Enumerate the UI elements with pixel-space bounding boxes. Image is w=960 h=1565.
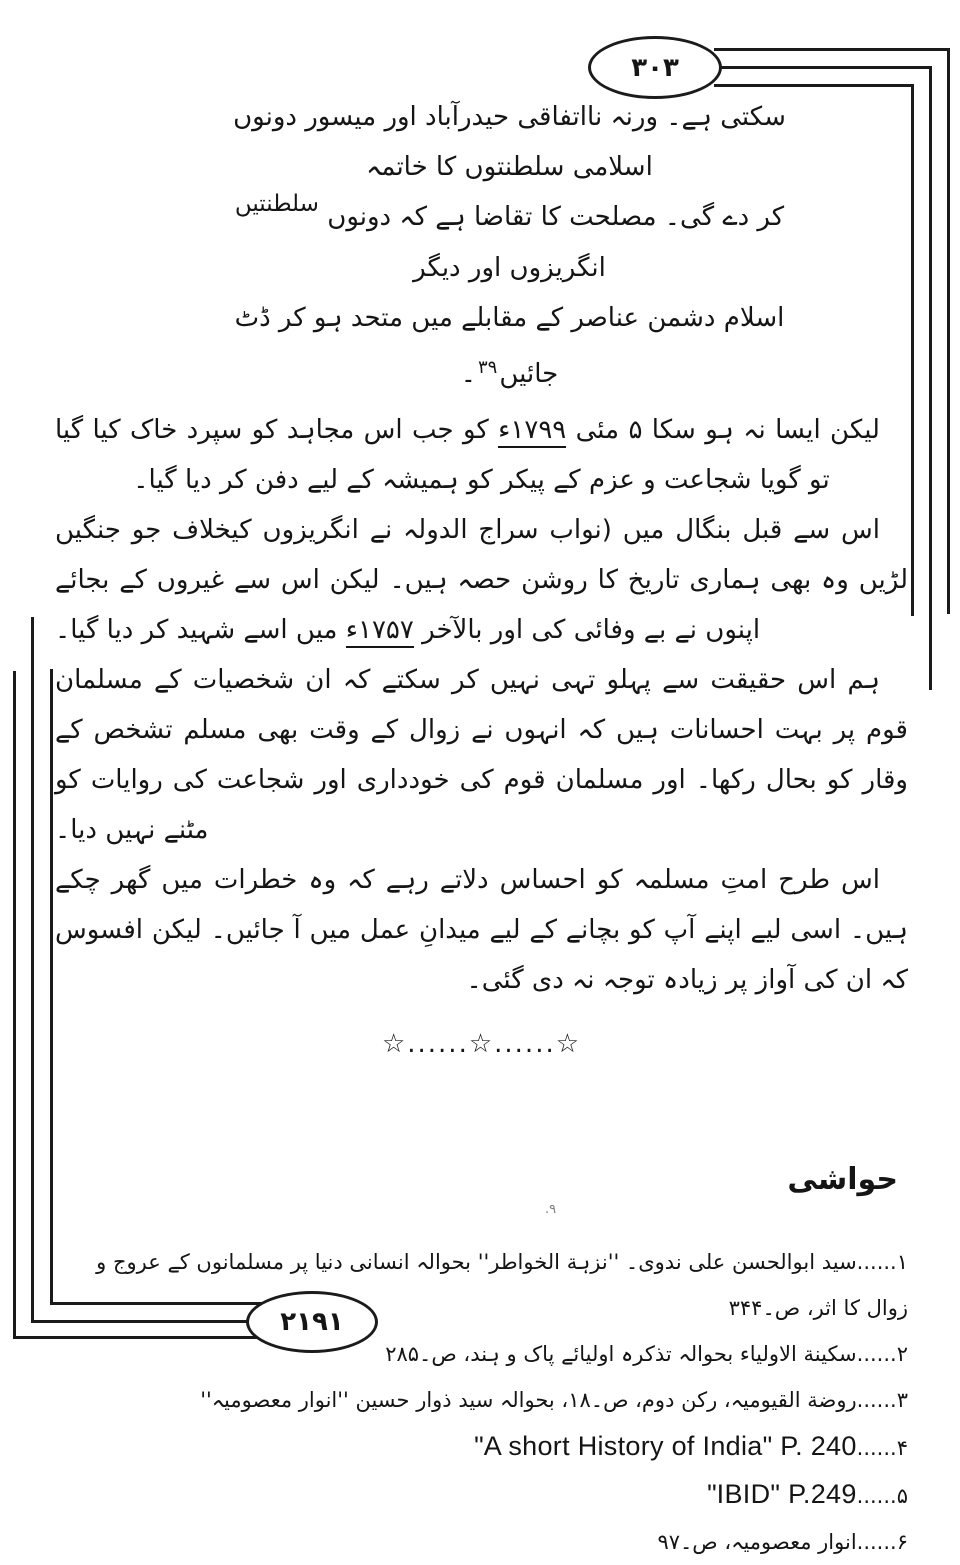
border-top-line-inner: [714, 84, 914, 87]
footnote-item-1: ۱......سید ابوالحسن علی ندوی۔ ''نزہة الخواطر'' بحوالہ انسانی دنیا پر مسلمانوں کے عروج و زوال کا اثر، ص۔۳۴۴: [96, 1250, 908, 1320]
paragraph-burial-end: کو جب اس مجاہد کو سپرد خاک کیا گیا تو گویا شجاعت و عزم کے پیکر کو ہمیشہ کے لیے دفن کر دیا گیا۔: [55, 415, 830, 495]
page-content: [55, 92, 908, 1565]
quote-line-3: [223, 293, 796, 399]
border-right-line-outer: [947, 48, 950, 614]
border-left-line-outer: [13, 671, 16, 1339]
quote-line-2-end: انگریزوں اور دیگر: [413, 253, 606, 283]
paragraph-bengal: [55, 505, 908, 655]
footnote-item-3: ۳......روضة القیومیہ، رکن دوم، ص۔۱۸، بحوالہ سید ذوار حسین ''انوار معصومیہ'': [200, 1388, 908, 1412]
quote-inserted-word: سلطنتیں: [234, 191, 319, 217]
border-top-line-outer: [714, 48, 950, 51]
footnote-marker-39: ۳۹: [478, 357, 498, 378]
page-number-oval-top: [588, 36, 722, 99]
footnote-item-6: ۶......انوار معصومیہ، ص۔۹۷: [657, 1530, 908, 1554]
quote-line-2-text: کر دے گی۔ مصلحت کا تقاضا ہے کہ دونوں: [327, 202, 785, 232]
page-number-bottom: ۲۱۹۱: [280, 1307, 344, 1337]
paragraph-warning: اس طرح امتِ مسلمہ کو احساس دلاتے رہے کہ وہ خطرات میں گھر چکے ہیں۔ اسی لیے اپنے آپ کو بچانے کے لیے میدانِ عمل میں آ جائیں۔ لیکن افسوس کہ ان کی آواز پر زیادہ توجہ نہ دی گئی۔: [55, 865, 908, 995]
footnote-5-marker: ۵......: [856, 1484, 908, 1508]
footnotes-heading: حواشی: [787, 1162, 898, 1197]
date-1799: ۱۷۹۹ء: [498, 415, 566, 448]
page-number-top: ۳۰۳: [631, 52, 679, 83]
border-right-line-mid: [929, 66, 932, 690]
footnote-4-reference: "A short History of India" P. 240: [474, 1431, 857, 1461]
paragraph-bengal-end: میں اسے شہید کر دیا گیا۔: [55, 615, 346, 645]
paragraph-bengal-text: اس سے قبل بنگال میں (نواب سراج الدولہ نے انگریزوں کیخلاف جو جنگیں لڑیں وہ بھی ہماری تاریخ کا روشن حصہ ہیں۔ لیکن اس سے غیروں کے بجائے اپنوں نے بے وفائی کی اور بالآخر: [55, 515, 908, 645]
quote-line-1: سکتی ہے۔ ورنہ نااتفاقی حیدرآباد اور میسور دونوں اسلامی سلطنتوں کا خاتمہ: [233, 102, 786, 182]
footnote-5-reference: "IBID" P.249: [707, 1479, 857, 1509]
border-left-line-mid: [31, 617, 34, 1323]
quote-line-3-period: ۔: [460, 359, 476, 389]
date-1757: ۱۷۵۷ء: [346, 615, 414, 648]
quote-line-2: [223, 192, 796, 293]
footnote-item-5: [55, 1471, 908, 1519]
footnote-item-4: [55, 1423, 908, 1471]
quote-block: [223, 92, 796, 399]
footnotes-list: [55, 1239, 908, 1565]
quote-line-3-text: اسلام دشمن عناصر کے مقابلے میں متحد ہو کر ڈٹ جائیں: [234, 303, 785, 389]
footnote-4-marker: ۴......: [856, 1436, 908, 1460]
border-top-line-mid: [714, 66, 932, 69]
paragraph-burial: [55, 405, 908, 505]
scan-artifact: ٩.: [545, 1202, 557, 1217]
paragraph-legacy: ہم اس حقیقت سے پہلو تہی نہیں کر سکتے کہ ان شخصیات کے مسلمان قوم پر بہت احسانات ہیں کہ انہوں نے زوال کے وقت بھی مسلم تشخص کے وقار کو بحال رکھا۔ اور مسلمان قوم کی خودداری اور شجاعت کی روایات کو مٹنے نہیں دیا۔: [55, 665, 908, 845]
footnote-item-2: ۲......سکینة الاولیاء بحوالہ تذکرہ اولیائے پاک و ہند، ص۔۲۸۵: [385, 1342, 908, 1366]
border-right-line-inner: [911, 84, 914, 616]
star-separator: ☆......☆......☆: [381, 1029, 582, 1059]
border-left-line-inner: [50, 669, 53, 1305]
paragraph-burial-text: لیکن ایسا نہ ہو سکا ۵ مئی: [566, 415, 880, 445]
